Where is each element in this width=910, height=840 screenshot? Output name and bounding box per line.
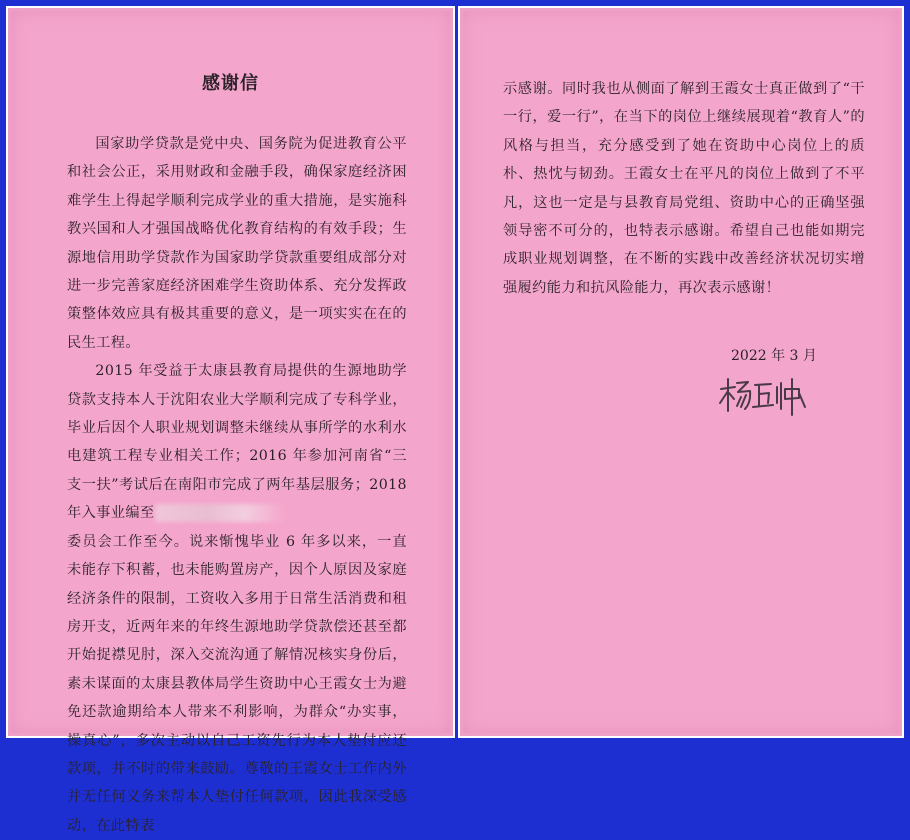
paragraph-story-part2: 委员会工作至今。说来惭愧毕业 6 年多以来，一直未能存下积蓄，也未能购置房产，因个人原因及家庭经济条件的限制，工资收入多用于日常生活消费和租房开支，近两年来的年终生源地助学贷款偿还甚至都开始捉襟见肘，深入交流沟通了解情况核实身份后，素未谋面的太康县教体局学生资助中心王霞女士为避免还款逾期给本人带来不利影响，为群众“办实事，操真心”，多次主动以自己工资先行为本人垫付应还款项，并不时的带来鼓励。尊敬的王霞女士工作内外并无任何义务来帮本人垫付任何款项，因此我深受感动，在此特表 <box>67 533 407 834</box>
letter-body-left <box>67 130 407 840</box>
paper-sheet-right <box>463 11 899 733</box>
paragraph-story-text: 2015 年受益于太康县教育局提供的生源地助学贷款支持本人于沈阳农业大学顺利完成了专科学业，毕业后因个人职业规划调整未继续从事所学的水利水电建筑工程专业相关工作；2016 年参加河南省“三支一扶”考试后在南阳市完成了两年基层服务；2018 年入事业编至 <box>67 363 407 522</box>
redacted-blur <box>155 504 285 522</box>
letter-title: 感谢信 <box>202 73 259 94</box>
paragraph-thanks: 示感谢。同时我也从侧面了解到王霞女士真正做到了“干一行，爱一行”，在当下的岗位上继续展现着“教育人”的风格与担当，充分感受到了她在资助中心岗位上的质朴、热忱与韧劲。王霞女士在平凡的岗位上做到了不平凡，这也一定是与县教育局党组、资助中心的正确坚强领导密不可分的，也特表示感谢。希望自己也能如期完成职业规划调整，在不断的实践中改善经济状况切实增强履约能力和抗风险能力，再次表示感谢！ <box>503 81 865 296</box>
paper-sheet-left <box>11 11 450 834</box>
letter-date: 2022 年 3 月 <box>731 348 817 364</box>
letter-body-right <box>503 75 865 302</box>
paragraph-policy: 国家助学贷款是党中央、国务院为促进教育公平和社会公正，采用财政和金融手段，确保家庭经济困难学生上得起学顺利完成学业的重大措施，是实施科教兴国和人才强国战略优化教育结构的有效手段；生源地信用助学贷款作为国家助学贷款重要组成部分对进一步完善家庭经济困难学生资助体系、充分发挥政策整体效应具有极其重要的意义，是一项实实在在的民生工程。 <box>67 136 407 351</box>
handwritten-signature <box>717 373 809 417</box>
paragraph-story-part1 <box>67 357 407 527</box>
letter-page-left <box>6 6 455 834</box>
letter-page-right <box>458 6 904 738</box>
